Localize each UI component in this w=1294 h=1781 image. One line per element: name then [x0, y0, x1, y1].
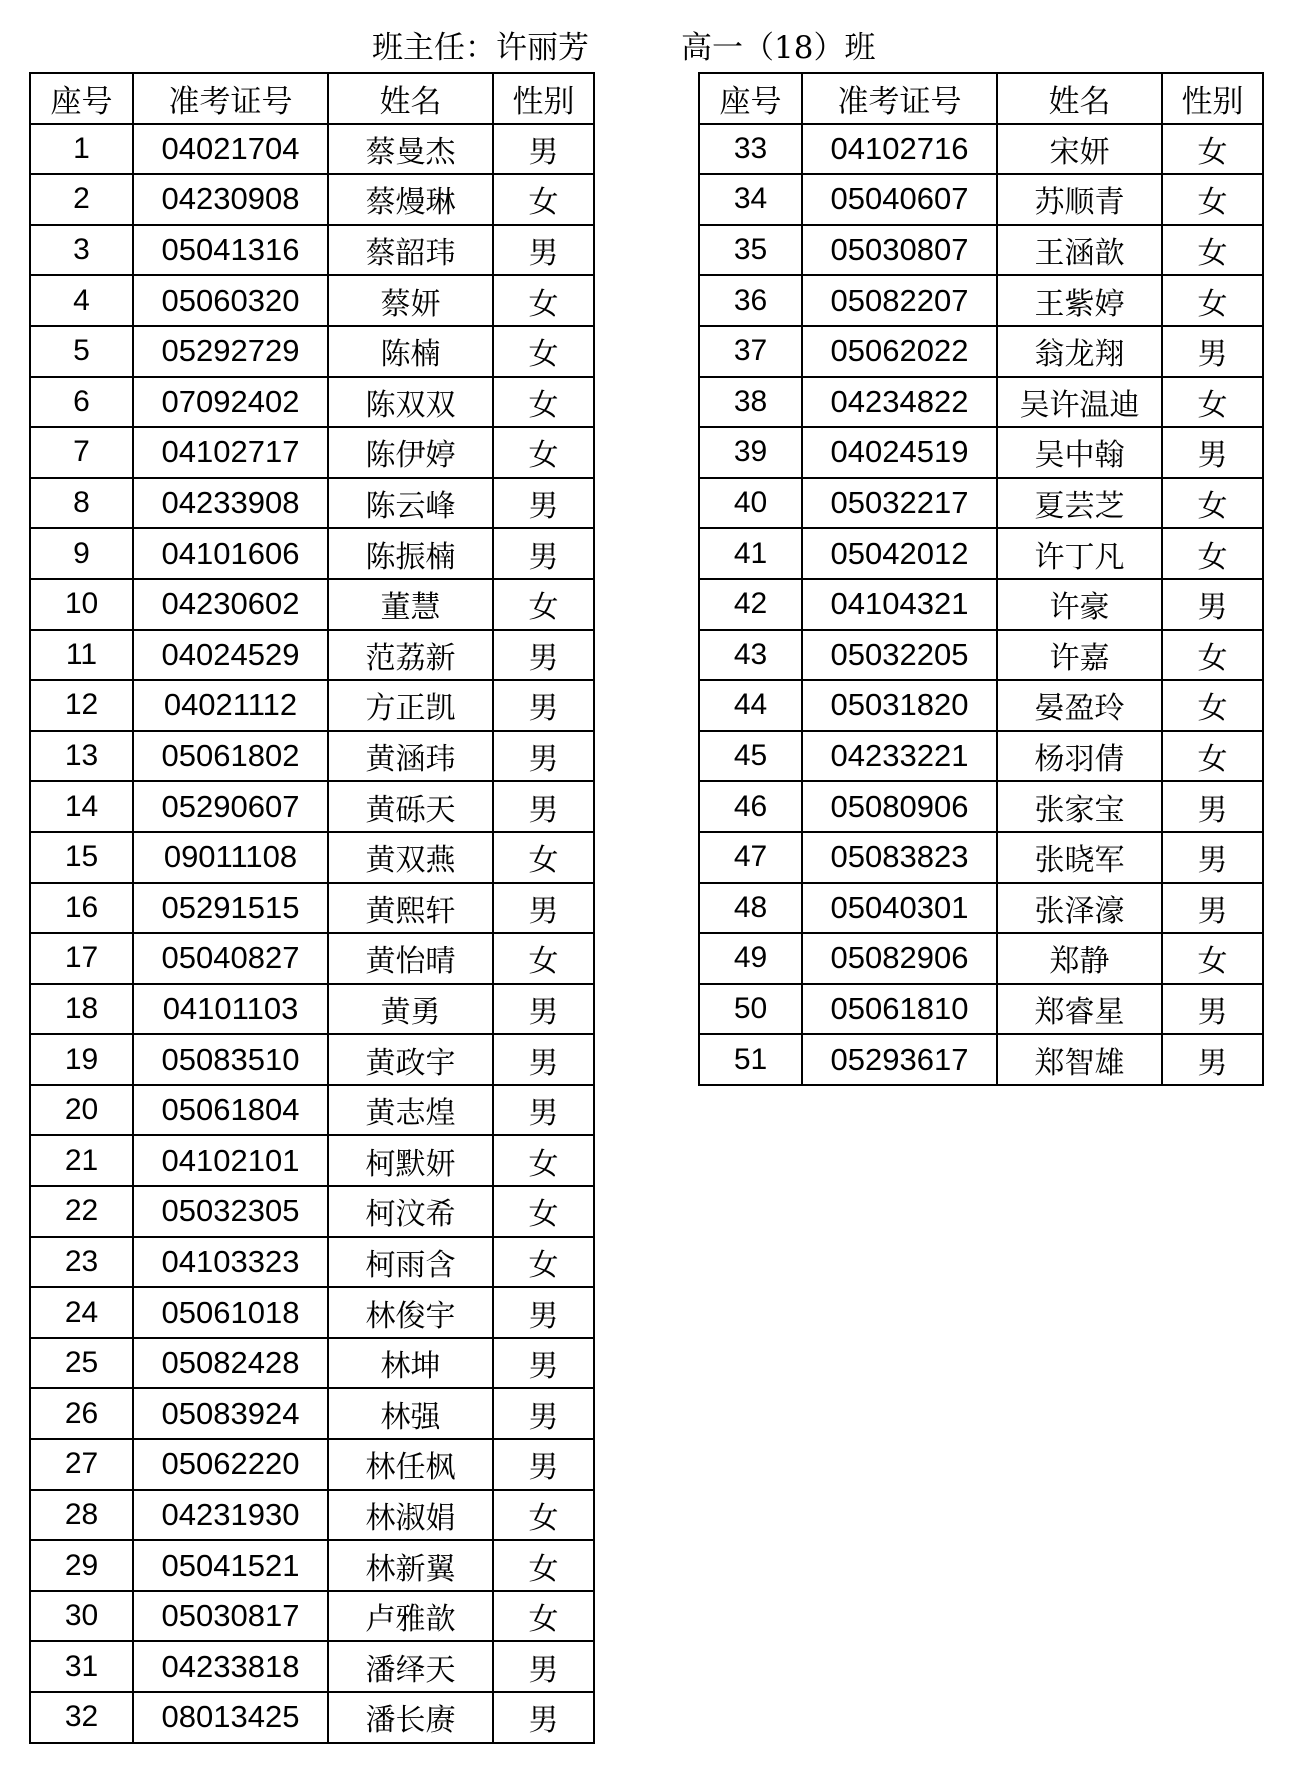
head-teacher-name: 许丽芳 — [496, 30, 589, 66]
exam-id-cell: 05032217 — [802, 478, 997, 529]
gender-cell: 男 — [493, 781, 594, 832]
seat-cell: 49 — [699, 933, 802, 984]
name-cell: 陈振楠 — [328, 528, 493, 579]
seat-cell: 2 — [30, 174, 133, 225]
gender-cell: 男 — [493, 1034, 594, 1085]
name-cell: 柯雨含 — [328, 1237, 493, 1288]
column-header-gender: 性别 — [1162, 73, 1263, 124]
table-row — [30, 781, 594, 832]
table-row — [30, 427, 594, 478]
seat-cell: 11 — [30, 630, 133, 681]
exam-id-cell: 05030817 — [133, 1591, 328, 1642]
table-row — [30, 478, 594, 529]
table-row — [699, 427, 1263, 478]
exam-id-cell: 04233221 — [802, 731, 997, 782]
seat-cell: 25 — [30, 1338, 133, 1389]
column-header-seat: 座号 — [699, 73, 802, 124]
gender-cell: 女 — [493, 1237, 594, 1288]
name-cell: 蔡曼杰 — [328, 124, 493, 175]
gender-cell: 女 — [1162, 731, 1263, 782]
seat-cell: 39 — [699, 427, 802, 478]
name-cell: 苏顺青 — [997, 174, 1162, 225]
exam-id-cell: 04234822 — [802, 377, 997, 428]
exam-id-cell: 04231930 — [133, 1490, 328, 1541]
name-cell: 许丁凡 — [997, 528, 1162, 579]
table-row — [30, 579, 594, 630]
exam-id-cell: 05060320 — [133, 275, 328, 326]
name-cell: 蔡韶玮 — [328, 225, 493, 276]
gender-cell: 女 — [493, 427, 594, 478]
name-cell: 张泽濠 — [997, 883, 1162, 934]
seat-cell: 45 — [699, 731, 802, 782]
seat-cell: 38 — [699, 377, 802, 428]
exam-id-cell: 09011108 — [133, 832, 328, 883]
seat-cell: 9 — [30, 528, 133, 579]
exam-id-cell: 05293617 — [802, 1034, 997, 1085]
table-row — [30, 1540, 594, 1591]
gender-cell: 男 — [493, 1439, 594, 1490]
table-row — [699, 933, 1263, 984]
name-cell: 杨羽倩 — [997, 731, 1162, 782]
gender-cell: 女 — [493, 275, 594, 326]
seat-cell: 34 — [699, 174, 802, 225]
exam-id-cell: 05082428 — [133, 1338, 328, 1389]
seat-cell: 21 — [30, 1135, 133, 1186]
table-row — [699, 984, 1263, 1035]
name-cell: 郑智雄 — [997, 1034, 1162, 1085]
table-row — [699, 225, 1263, 276]
gender-cell: 女 — [493, 377, 594, 428]
gender-cell: 女 — [1162, 225, 1263, 276]
gender-cell: 女 — [1162, 630, 1263, 681]
seat-cell: 41 — [699, 528, 802, 579]
table-row — [699, 731, 1263, 782]
page-header — [372, 26, 875, 70]
exam-id-cell: 05061804 — [133, 1085, 328, 1136]
seat-cell: 4 — [30, 275, 133, 326]
exam-id-cell: 04021112 — [133, 680, 328, 731]
name-cell: 黄熙轩 — [328, 883, 493, 934]
gender-cell: 男 — [493, 1338, 594, 1389]
name-cell: 黄志煌 — [328, 1085, 493, 1136]
class-name: 高一（18）班 — [681, 30, 876, 66]
gender-cell: 女 — [1162, 275, 1263, 326]
name-cell: 张晓军 — [997, 832, 1162, 883]
seat-cell: 17 — [30, 933, 133, 984]
name-cell: 郑静 — [997, 933, 1162, 984]
exam-id-cell: 04233908 — [133, 478, 328, 529]
name-cell: 林任枫 — [328, 1439, 493, 1490]
seat-cell: 20 — [30, 1085, 133, 1136]
exam-id-cell: 05083924 — [133, 1388, 328, 1439]
table-row — [30, 174, 594, 225]
table-row — [30, 1692, 594, 1743]
name-cell: 蔡妍 — [328, 275, 493, 326]
name-cell: 吴中翰 — [997, 427, 1162, 478]
name-cell: 黄勇 — [328, 984, 493, 1035]
table-row — [699, 630, 1263, 681]
gender-cell: 女 — [493, 174, 594, 225]
exam-id-cell: 04102717 — [133, 427, 328, 478]
gender-cell: 女 — [1162, 174, 1263, 225]
exam-id-cell: 05292729 — [133, 326, 328, 377]
seat-cell: 8 — [30, 478, 133, 529]
seat-cell: 15 — [30, 832, 133, 883]
exam-id-cell: 05041521 — [133, 1540, 328, 1591]
table-row — [699, 326, 1263, 377]
name-cell: 潘长赓 — [328, 1692, 493, 1743]
gender-cell: 女 — [493, 1135, 594, 1186]
gender-cell: 男 — [493, 1085, 594, 1136]
seat-cell: 36 — [699, 275, 802, 326]
name-cell: 宋妍 — [997, 124, 1162, 175]
gender-cell: 男 — [493, 731, 594, 782]
name-cell: 林坤 — [328, 1338, 493, 1389]
name-cell: 陈云峰 — [328, 478, 493, 529]
seat-cell: 37 — [699, 326, 802, 377]
seat-cell: 1 — [30, 124, 133, 175]
seat-cell: 50 — [699, 984, 802, 1035]
exam-id-cell: 05082906 — [802, 933, 997, 984]
table-row — [699, 377, 1263, 428]
gender-cell: 女 — [1162, 933, 1263, 984]
gender-cell: 男 — [493, 225, 594, 276]
exam-id-cell: 05040607 — [802, 174, 997, 225]
name-cell: 王涵歆 — [997, 225, 1162, 276]
seat-cell: 7 — [30, 427, 133, 478]
table-row — [30, 1287, 594, 1338]
exam-id-cell: 04102716 — [802, 124, 997, 175]
name-cell: 晏盈玲 — [997, 680, 1162, 731]
name-cell: 柯默妍 — [328, 1135, 493, 1186]
exam-id-cell: 05042012 — [802, 528, 997, 579]
seat-cell: 43 — [699, 630, 802, 681]
gender-cell: 男 — [1162, 832, 1263, 883]
table-row — [699, 832, 1263, 883]
column-header-name: 姓名 — [328, 73, 493, 124]
seat-cell: 33 — [699, 124, 802, 175]
table-row — [30, 1388, 594, 1439]
exam-id-cell: 05083823 — [802, 832, 997, 883]
name-cell: 林强 — [328, 1388, 493, 1439]
seat-cell: 22 — [30, 1186, 133, 1237]
exam-id-cell: 04233818 — [133, 1641, 328, 1692]
exam-id-cell: 05032205 — [802, 630, 997, 681]
name-cell: 黄政宇 — [328, 1034, 493, 1085]
table-row — [30, 1338, 594, 1389]
roster-body-right — [699, 124, 1263, 1085]
name-cell: 柯汶希 — [328, 1186, 493, 1237]
table-row — [30, 1085, 594, 1136]
seat-cell: 46 — [699, 781, 802, 832]
gender-cell: 女 — [493, 832, 594, 883]
name-cell: 黄双燕 — [328, 832, 493, 883]
gender-cell: 男 — [1162, 883, 1263, 934]
seat-cell: 24 — [30, 1287, 133, 1338]
gender-cell: 男 — [493, 984, 594, 1035]
table-row — [30, 1490, 594, 1541]
exam-id-cell: 07092402 — [133, 377, 328, 428]
exam-id-cell: 04101103 — [133, 984, 328, 1035]
table-header-row — [699, 73, 1263, 124]
gender-cell: 男 — [1162, 984, 1263, 1035]
seat-cell: 47 — [699, 832, 802, 883]
seat-cell: 32 — [30, 1692, 133, 1743]
gender-cell: 女 — [493, 1540, 594, 1591]
exam-id-cell: 05061810 — [802, 984, 997, 1035]
exam-id-cell: 05083510 — [133, 1034, 328, 1085]
table-row — [30, 1034, 594, 1085]
seat-cell: 42 — [699, 579, 802, 630]
seat-cell: 18 — [30, 984, 133, 1035]
table-row — [699, 680, 1263, 731]
gender-cell: 女 — [493, 579, 594, 630]
roster-body-left — [30, 124, 594, 1743]
seat-cell: 3 — [30, 225, 133, 276]
exam-id-cell: 05061018 — [133, 1287, 328, 1338]
exam-id-cell: 04104321 — [802, 579, 997, 630]
name-cell: 林淑娟 — [328, 1490, 493, 1541]
exam-id-cell: 05040827 — [133, 933, 328, 984]
gender-cell: 女 — [493, 1490, 594, 1541]
table-row — [30, 731, 594, 782]
table-row — [30, 377, 594, 428]
table-row — [30, 1186, 594, 1237]
table-row — [30, 124, 594, 175]
exam-id-cell: 05061802 — [133, 731, 328, 782]
name-cell: 夏芸芝 — [997, 478, 1162, 529]
name-cell: 陈伊婷 — [328, 427, 493, 478]
gender-cell: 男 — [493, 1641, 594, 1692]
table-row — [30, 275, 594, 326]
name-cell: 陈楠 — [328, 326, 493, 377]
seat-cell: 10 — [30, 579, 133, 630]
seat-cell: 26 — [30, 1388, 133, 1439]
table-row — [30, 933, 594, 984]
exam-id-cell: 04230602 — [133, 579, 328, 630]
gender-cell: 男 — [1162, 427, 1263, 478]
table-row — [30, 326, 594, 377]
exam-id-cell: 04021704 — [133, 124, 328, 175]
exam-id-cell: 05040301 — [802, 883, 997, 934]
table-row — [699, 528, 1263, 579]
name-cell: 黄砾天 — [328, 781, 493, 832]
name-cell: 林新翼 — [328, 1540, 493, 1591]
table-row — [30, 1237, 594, 1288]
exam-id-cell: 05291515 — [133, 883, 328, 934]
table-row — [30, 630, 594, 681]
exam-id-cell: 05062022 — [802, 326, 997, 377]
column-header-exam-id: 准考证号 — [133, 73, 328, 124]
roster-table-right — [698, 72, 1264, 1086]
exam-id-cell: 05032305 — [133, 1186, 328, 1237]
seat-cell: 51 — [699, 1034, 802, 1085]
name-cell: 许嘉 — [997, 630, 1162, 681]
table-row — [699, 478, 1263, 529]
gender-cell: 男 — [493, 1692, 594, 1743]
seat-cell: 19 — [30, 1034, 133, 1085]
name-cell: 范荔新 — [328, 630, 493, 681]
exam-id-cell: 05030807 — [802, 225, 997, 276]
exam-id-cell: 08013425 — [133, 1692, 328, 1743]
seat-cell: 6 — [30, 377, 133, 428]
seat-cell: 35 — [699, 225, 802, 276]
table-row — [30, 1135, 594, 1186]
name-cell: 陈双双 — [328, 377, 493, 428]
table-row — [30, 1641, 594, 1692]
table-row — [699, 781, 1263, 832]
table-row — [699, 275, 1263, 326]
exam-id-cell: 05082207 — [802, 275, 997, 326]
table-header-row — [30, 73, 594, 124]
name-cell: 黄怡晴 — [328, 933, 493, 984]
table-row — [30, 680, 594, 731]
seat-cell: 31 — [30, 1641, 133, 1692]
seat-cell: 12 — [30, 680, 133, 731]
gender-cell: 女 — [1162, 377, 1263, 428]
gender-cell: 女 — [493, 1186, 594, 1237]
exam-id-cell: 05031820 — [802, 680, 997, 731]
table-row — [699, 124, 1263, 175]
exam-id-cell: 04024529 — [133, 630, 328, 681]
table-row — [30, 1591, 594, 1642]
name-cell: 黄涵玮 — [328, 731, 493, 782]
gender-cell: 女 — [493, 326, 594, 377]
column-header-seat: 座号 — [30, 73, 133, 124]
seat-cell: 5 — [30, 326, 133, 377]
gender-cell: 男 — [493, 124, 594, 175]
seat-cell: 44 — [699, 680, 802, 731]
table-row — [30, 883, 594, 934]
gender-cell: 男 — [1162, 579, 1263, 630]
name-cell: 卢雅歆 — [328, 1591, 493, 1642]
exam-id-cell: 04230908 — [133, 174, 328, 225]
seat-cell: 16 — [30, 883, 133, 934]
gender-cell: 男 — [493, 1388, 594, 1439]
gender-cell: 男 — [1162, 781, 1263, 832]
exam-id-cell: 05080906 — [802, 781, 997, 832]
exam-id-cell: 04103323 — [133, 1237, 328, 1288]
seat-cell: 30 — [30, 1591, 133, 1642]
table-row — [30, 225, 594, 276]
exam-id-cell: 04024519 — [802, 427, 997, 478]
seat-cell: 48 — [699, 883, 802, 934]
seat-cell: 29 — [30, 1540, 133, 1591]
gender-cell: 男 — [493, 630, 594, 681]
name-cell: 翁龙翔 — [997, 326, 1162, 377]
name-cell: 郑睿星 — [997, 984, 1162, 1035]
gender-cell: 男 — [1162, 326, 1263, 377]
gender-cell: 女 — [1162, 124, 1263, 175]
exam-id-cell: 05062220 — [133, 1439, 328, 1490]
table-row — [699, 883, 1263, 934]
name-cell: 方正凯 — [328, 680, 493, 731]
gender-cell: 男 — [1162, 1034, 1263, 1085]
column-header-name: 姓名 — [997, 73, 1162, 124]
gender-cell: 女 — [493, 1591, 594, 1642]
name-cell: 张家宝 — [997, 781, 1162, 832]
gender-cell: 男 — [493, 680, 594, 731]
gender-cell: 男 — [493, 883, 594, 934]
gender-cell: 女 — [1162, 528, 1263, 579]
seat-cell: 14 — [30, 781, 133, 832]
gender-cell: 男 — [493, 528, 594, 579]
name-cell: 许豪 — [997, 579, 1162, 630]
name-cell: 董慧 — [328, 579, 493, 630]
table-row — [699, 579, 1263, 630]
seat-cell: 28 — [30, 1490, 133, 1541]
column-header-gender: 性别 — [493, 73, 594, 124]
gender-cell: 女 — [1162, 478, 1263, 529]
gender-cell: 女 — [493, 933, 594, 984]
gender-cell: 男 — [493, 1287, 594, 1338]
table-row — [30, 1439, 594, 1490]
gender-cell: 男 — [493, 478, 594, 529]
name-cell: 王紫婷 — [997, 275, 1162, 326]
exam-id-cell: 04101606 — [133, 528, 328, 579]
name-cell: 蔡熳琳 — [328, 174, 493, 225]
name-cell: 潘绎天 — [328, 1641, 493, 1692]
table-row — [699, 174, 1263, 225]
head-teacher-label: 班主任： — [372, 30, 496, 66]
seat-cell: 13 — [30, 731, 133, 782]
exam-id-cell: 05290607 — [133, 781, 328, 832]
column-header-exam-id: 准考证号 — [802, 73, 997, 124]
roster-table-left — [29, 72, 595, 1744]
name-cell: 吴许温迪 — [997, 377, 1162, 428]
seat-cell: 23 — [30, 1237, 133, 1288]
table-row — [30, 832, 594, 883]
table-row — [30, 528, 594, 579]
exam-id-cell: 04102101 — [133, 1135, 328, 1186]
exam-id-cell: 05041316 — [133, 225, 328, 276]
seat-cell: 27 — [30, 1439, 133, 1490]
gender-cell: 女 — [1162, 680, 1263, 731]
table-row — [30, 984, 594, 1035]
seat-cell: 40 — [699, 478, 802, 529]
table-row — [699, 1034, 1263, 1085]
name-cell: 林俊宇 — [328, 1287, 493, 1338]
